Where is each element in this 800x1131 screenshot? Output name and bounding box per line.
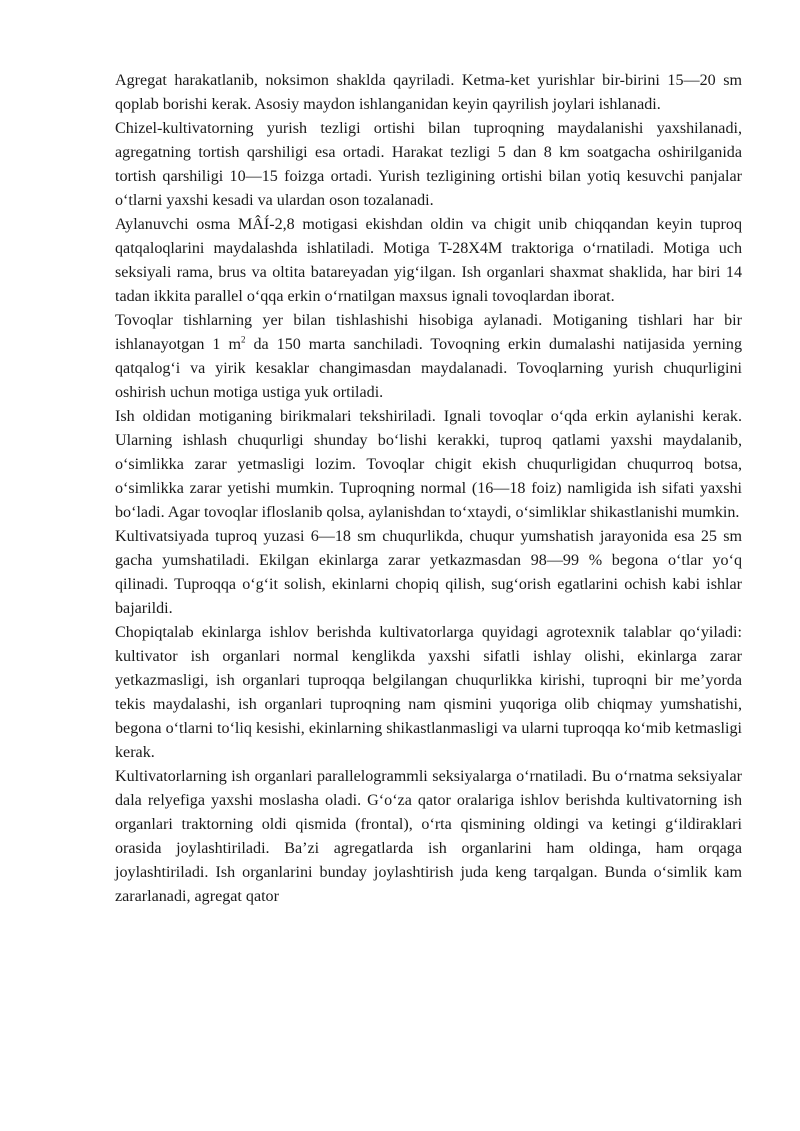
paragraph-6: Kultivatsiyada tuproq yuzasi 6—18 sm chuqurlikda, chuqur yumshatish jarayonida esa 25 sm gacha yumshatiladi. Ekilgan ekinlarga zarar yetkazmasdan 98—99 % begona o‘tlar yo‘q qilinadi. Tuproqqa o‘g‘it solish, ekinlarni chopiq qilish, sug‘orish egatlarini ochish kabi ishlar bajarildi. — [115, 528, 742, 617]
paragraph-5: Ish oldidan motiganing birikmalari tekshiriladi. Ignali tovoqlar o‘qda erkin aylanishi kerak. Ularning ishlash chuqurligi shunday bo‘lishi kerakki, tuproq qatlami yaxshi maydalanib, o‘simlikka zarar yetmasligi lozim. Tovoqlar chigit ekish chuqurligidan chuqurroq botsa, o‘simlikka zarar yetishi mumkin. Tuproqning normal (16—18 foiz) namligida ish sifati yaxshi bo‘ladi. Agar tovoqlar ifloslanib qolsa, aylanishdan to‘xtaydi, o‘simliklar shikastlanishi mumkin. — [115, 408, 742, 521]
square-superscript: 2 — [240, 334, 246, 345]
document-page — [115, 69, 742, 909]
paragraph-2: Chizel-kultivatorning yurish tezligi ortishi bilan tuproqning maydalanishi yaxshilanadi, agregatning tortish qarshiligi esa ortadi. Harakat tezligi 5 dan 8 km soatgacha oshirilganida tortish qarshiligi 10—15 foizga ortadi. Yurish tezligining ortishi bilan yotiq kesuvchi panjalar o‘tlarni yaxshi kesadi va ulardan oson tozalanadi. — [115, 120, 742, 209]
paragraph-8: Kultivatorlarning ish organlari parallelogrammli seksiyalarga o‘rnatiladi. Bu o‘rnatma seksiyalar dala relyefiga yaxshi moslasha oladi. G‘o‘za qator oralariga ishlov berishda kultivatorning ish organlari traktorning oldi qismida (frontal), o‘rta qismining oldingi va ketingi g‘ildiraklari orasida joylashtiriladi. Ba’zi agregatlarda ish organlarini ham oldinga, ham orqaga joylashtiriladi. Ish organlarini bunday joylashtirish juda keng tarqalgan. Bunda o‘simlik kam zararlanadi, agregat qator — [115, 768, 742, 905]
paragraph-3: Aylanuvchi osma MÂÍ-2,8 motigasi ekishdan oldin va chigit unib chiqqandan keyin tuproq qatqaloqlarini maydalashda ishlatiladi. Motiga T-28X4M traktoriga o‘rnatiladi. Motiga uch seksiyali rama, brus va oltita batareyadan yig‘ilgan. Ish organlari shaxmat shaklida, har biri 14 tadan ikkita parallel o‘qqa erkin o‘rnatilgan maxsus ignali tovoqlardan iborat. — [115, 216, 742, 305]
paragraph-7: Chopiqtalab ekinlarga ishlov berishda kultivatorlarga quyidagi agrotexnik talablar qo‘yiladi: kultivator ish organlari normal kenglikda yaxshi sifatli ishlay olishi, ekinlarga zarar yetkazmasligi, ish organlari tuproqqa belgilangan chuqurlikka kirishi, tuproqni bir me’yorda tekis maydalashi, ish organlari tuproqning nam qismini yuqoriga olib chiqmay yumshatishi, begona o‘tlarni to‘liq kesishi, ekinlarning shikastlanmasligi va ularni tuproqqa ko‘mib ketmasligi kerak. — [115, 624, 742, 761]
paragraph-4 — [115, 309, 742, 405]
paragraph-4-text-before: Tovoqlar tishlarning yer bilan tishlashishi hisobiga aylanadi. Motiganing tishlari har bir ishlanayotgan 1 m — [115, 312, 742, 353]
paragraph-1: Agregat harakatlanib, noksimon shaklda qayriladi. Ketma-ket yurishlar bir-birini 15—20 sm qoplab borishi kerak. Asosiy maydon ishlanganidan keyin qayrilish joylari ishlanadi. — [115, 72, 742, 113]
paragraph-4-text-after: da 150 marta sanchiladi. Tovoqning erkin dumalashi natijasida yerning qatqalog‘i va yirik kesaklar changimasdan maydalanadi. Tovoqlarning yurish chuqurligini oshirish uchun motiga ustiga yuk ortiladi. — [115, 336, 743, 401]
